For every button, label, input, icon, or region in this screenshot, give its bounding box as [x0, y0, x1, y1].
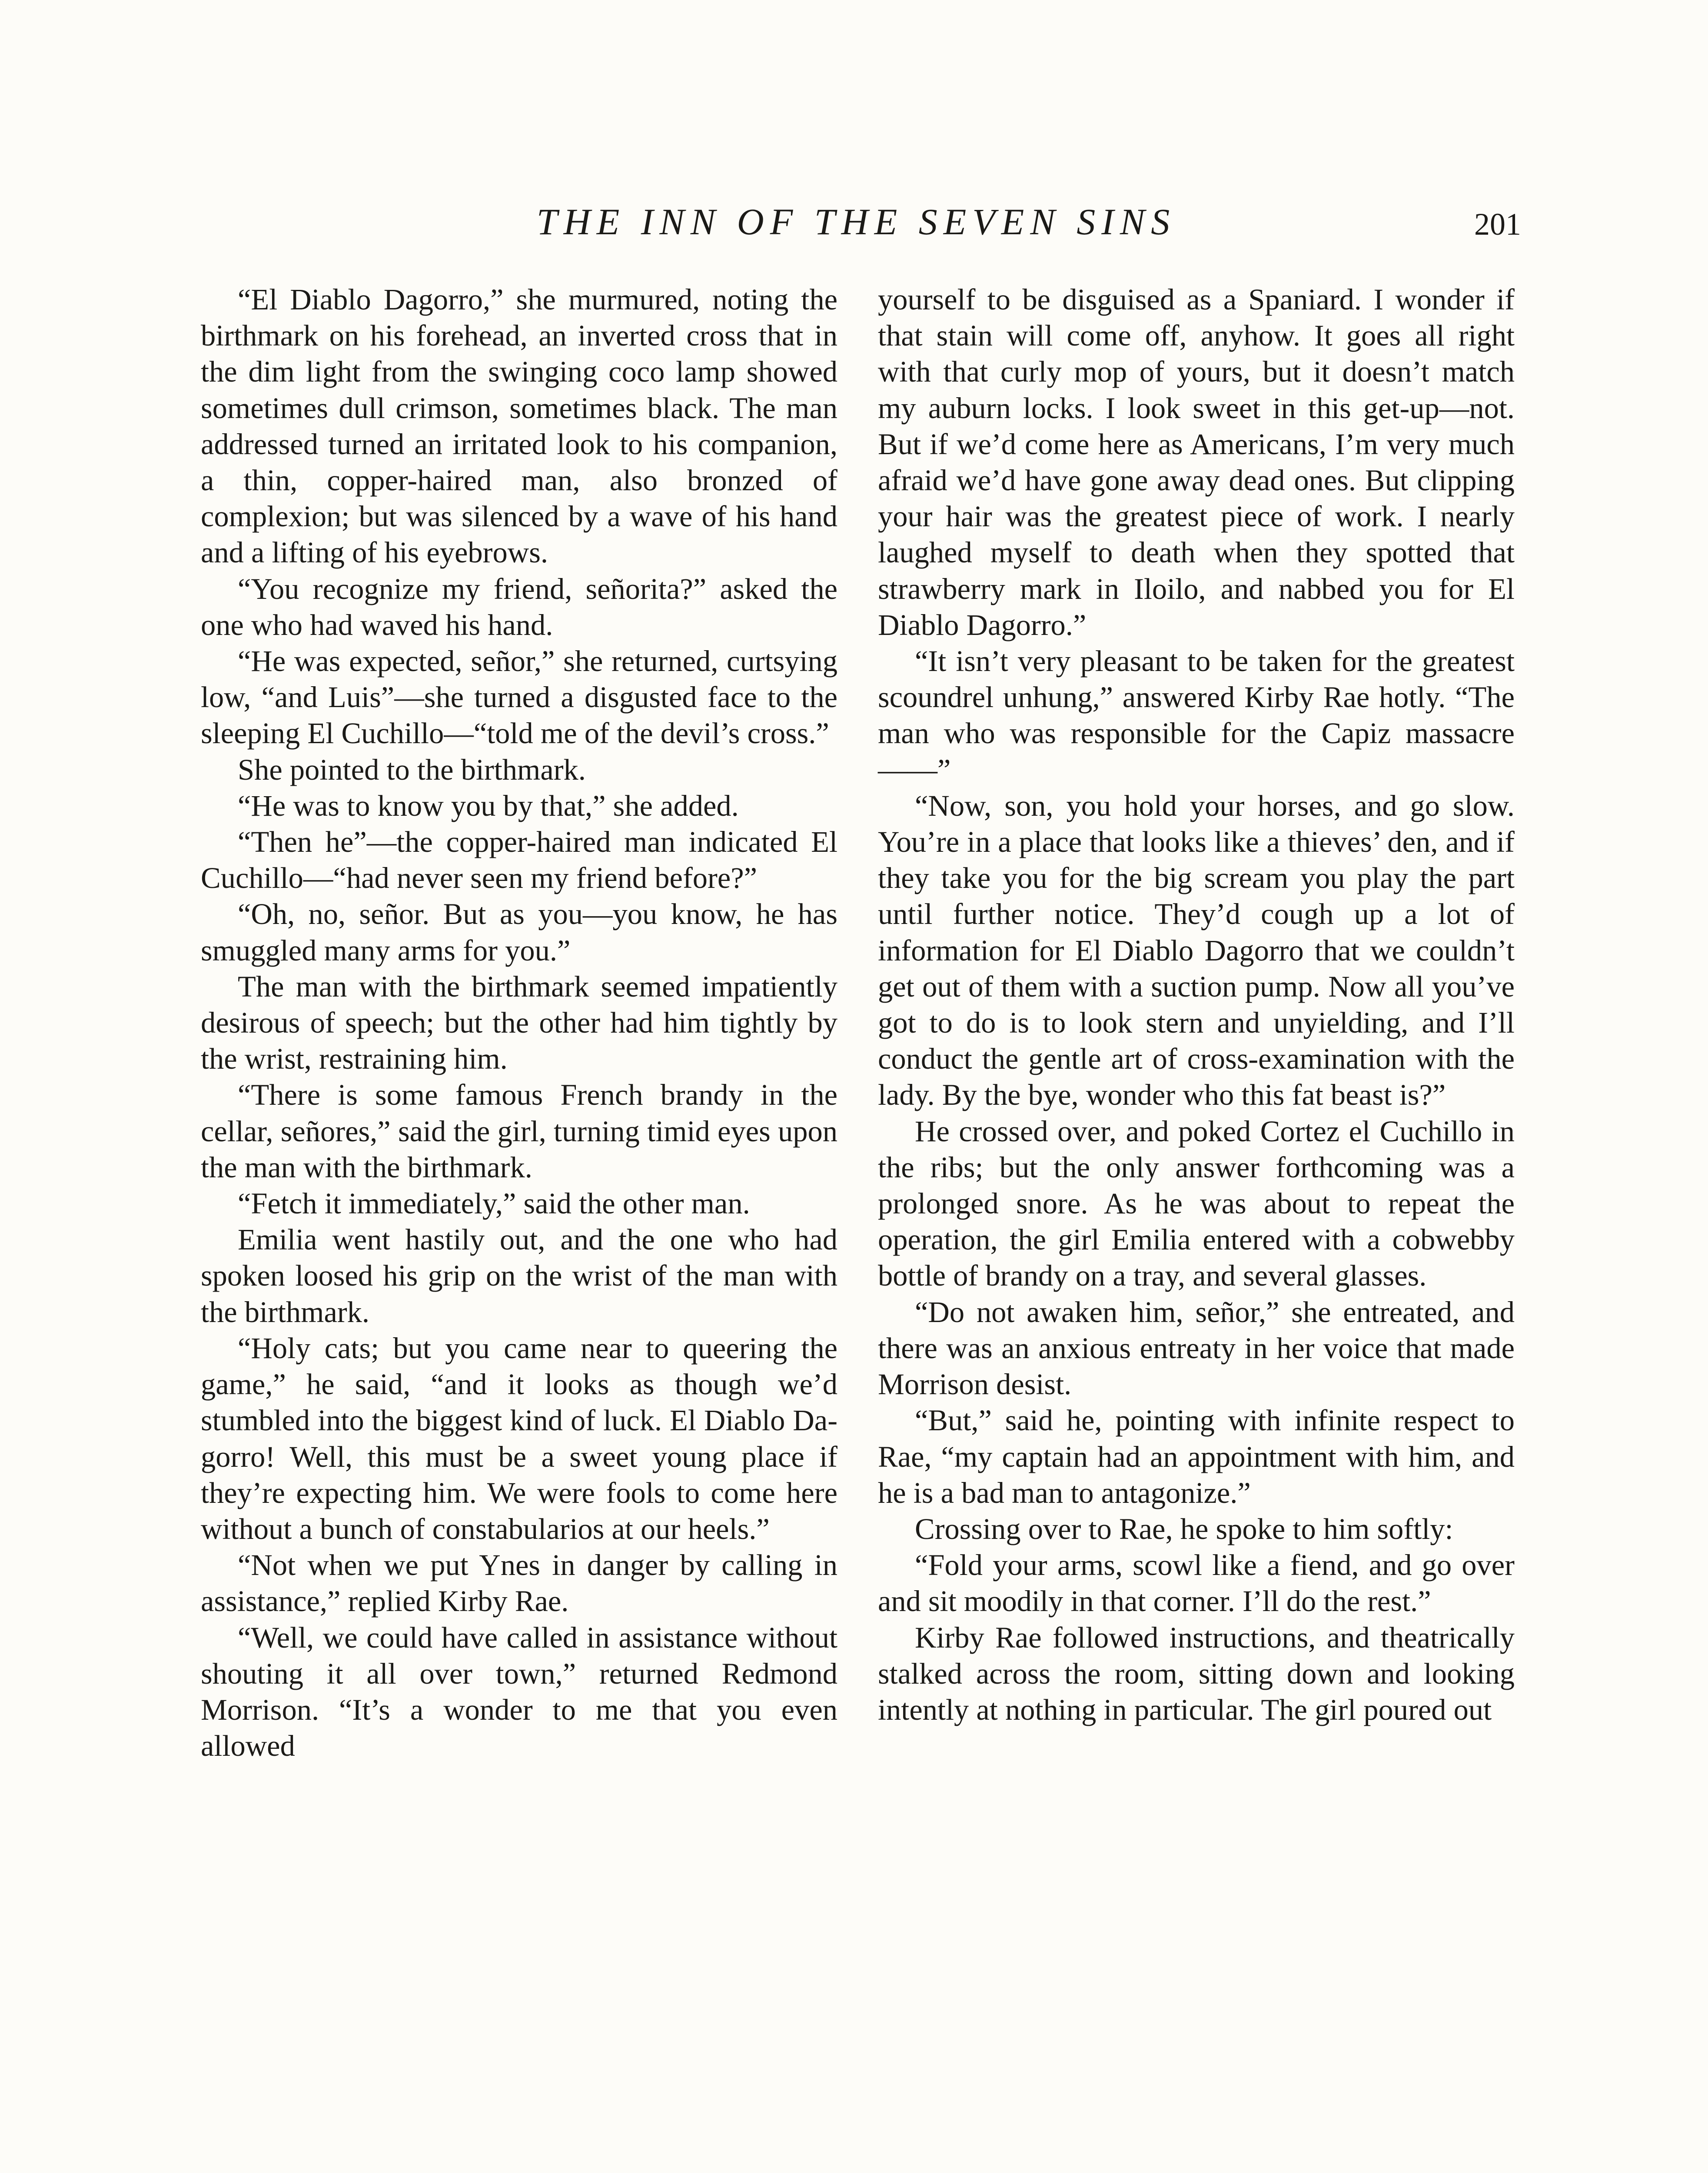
paragraph: Emilia went hastily out, and the one who had spoken loosed his grip on the wrist of the man with the birthmark.	[201, 1223, 837, 1329]
paragraph: “He was to know you by that,” she added.	[238, 789, 739, 822]
paragraph: “He was expected, señor,” she returned, curtsying low, “and Luis”—she turned a disgusted face to the sleeping El Cuchillo—“told me of the devil’s cross.”	[201, 645, 837, 750]
paragraph: He crossed over, and poked Cortez el Cuchillo in the ribs; but the only answer forthcoming was a prolonged snore. As he was about to repeat the operation, the girl Emilia entered with a cobwebby bottle of brandy on a tray, and several glasses.	[878, 1114, 1515, 1293]
left-column	[201, 282, 837, 1764]
paragraph: “Then he”—the copper-haired man indicated El Cuchillo—“had never seen my friend before?”	[201, 825, 837, 895]
paragraph: She pointed to the birthmark.	[238, 753, 586, 786]
running-title: THE INN OF THE SEVEN SINS	[536, 201, 1176, 243]
paragraph-continuation: yourself to be disguised as a Spaniard. I wonder if that stain will come off, anyhow. It goes all right with that curly mop of yours, but it doesn’t match my auburn locks. I look sweet in this get-up—not. But if we’d come here as Americans, I’m very much afraid we’d have gone away dead ones. But clipping your hair was the greatest piece of work. I nearly laughed myself to death when they spotted that strawberry mark in Iloilo, and nabbed you for El Diablo Dagorro.”	[878, 283, 1515, 641]
paragraph: “Well, we could have called in assistance without shouting it all over town,” returned Redmond Morrison. “It’s a wonder to me that you even allowed	[201, 1621, 837, 1763]
paragraph: “It isn’t very pleasant to be taken for the greatest scoundrel unhung,” answered Kirby Rae hotly. “The man who was responsible for the Capiz massacre——”	[878, 645, 1515, 786]
paragraph: “Not when we put Ynes in danger by calling in assistance,” replied Kirby Rae.	[201, 1548, 837, 1618]
paragraph: “Holy cats; but you came near to queering the game,” he said, “and it looks as though we’d stumbled into the biggest kind of luck. El Diablo Dagorro! Well, this must be a sweet young place if they’re expecting him. We were fools to come here without a bunch of constabularios at our heels.”	[201, 1331, 837, 1545]
paragraph: “Now, son, you hold your horses, and go slow. You’re in a place that looks like a thieves’ den, and if they take you for the big scream you play the part until further notice. They’d cough up a lot of information for El Diablo Dagorro that we couldn’t get out of them with a suction pump. Now all you’ve got to do is to look stern and unyielding, and I’ll conduct the gentle art of cross-examination with the lady. By the bye, wonder who this fat beast is?”	[878, 789, 1515, 1112]
paragraph: The man with the birthmark seemed impatiently desirous of speech; but the other had him tightly by the wrist, restraining him.	[201, 970, 837, 1076]
paragraph: “You recognize my friend, señorita?” asked the one who had waved his hand.	[201, 572, 837, 641]
paragraph: “Fold your arms, scowl like a fiend, and go over and sit moodily in that corner. I’ll do the rest.”	[878, 1548, 1515, 1618]
paragraph: Kirby Rae followed instructions, and theatrically stalked across the room, sitting down and looking intently at nothing in particular. The girl poured out	[878, 1621, 1515, 1726]
paragraph: “Fetch it immediately,” said the other man.	[238, 1187, 750, 1220]
paragraph: “Oh, no, señor. But as you—you know, he has smuggled many arms for you.”	[201, 897, 837, 967]
paragraph: “Do not awaken him, señor,” she entreated, and there was an anxious entreaty in her voice that made Morrison desist.	[878, 1295, 1515, 1401]
paragraph: Crossing over to Rae, he spoke to him softly:	[915, 1512, 1453, 1545]
page-header	[191, 198, 1521, 246]
right-column	[878, 282, 1515, 1728]
page-number: 201	[1474, 207, 1521, 242]
paragraph: “But,” said he, pointing with infinite respect to Rae, “my captain had an appointment with him, and he is a bad man to antagonize.”	[878, 1404, 1515, 1509]
paragraph: “There is some famous French brandy in the cellar, señores,” said the girl, turning timid eyes upon the man with the birthmark.	[201, 1078, 837, 1184]
paragraph: “El Diablo Dagorro,” she murmured, noting the birthmark on his forehead, an inverted cross that in the dim light from the swinging coco lamp showed sometimes dull crimson, sometimes black. The man addressed turned an irritated look to his companion, a thin, copper-haired man, also bronzed of complexion; but was silenced by a wave of his hand and a lifting of his eyebrows.	[201, 283, 837, 569]
